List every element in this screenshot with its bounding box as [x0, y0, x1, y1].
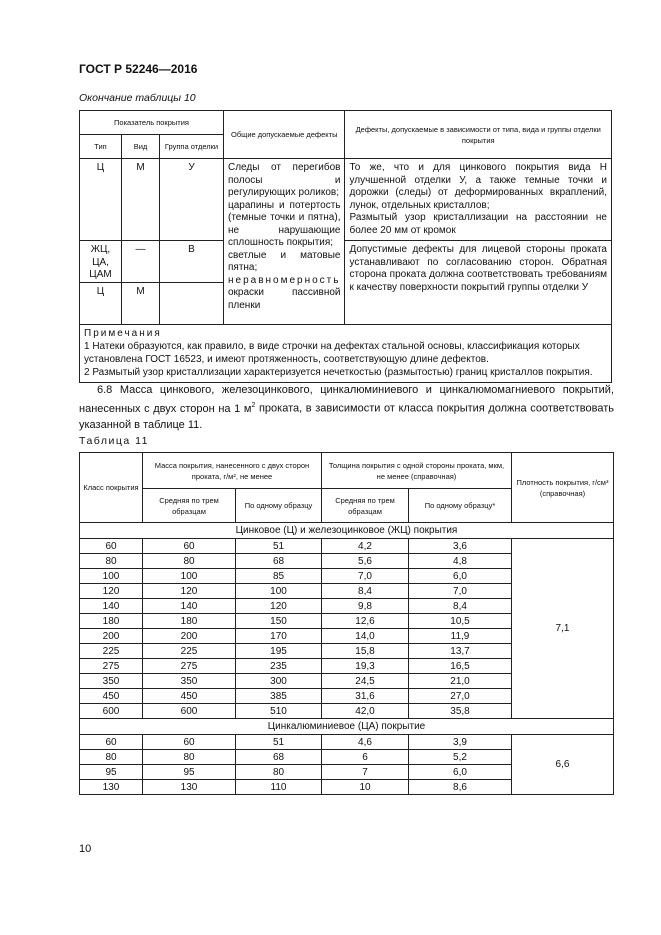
zinc-cell: 14,0	[322, 629, 409, 644]
table10-caption: Окончание таблицы 10	[79, 92, 196, 104]
zinc-cell: 275	[143, 659, 236, 674]
page-number: 10	[79, 843, 92, 855]
zinc-cell: 31,6	[322, 689, 409, 704]
row3-type: Ц	[80, 283, 122, 325]
header-thick-avg: Средняя по трем образцам	[322, 489, 409, 523]
zinc-cell: 21,0	[409, 674, 512, 689]
zinc-cell: 27,0	[409, 689, 512, 704]
row1-group: У	[160, 159, 224, 241]
note-1: 1 Натеки образуются, как правило, в виде строчки на дефектах стальной основы, классификация которых установлена ГОСТ 16523, и имеют протяженность, соответствующую длине дефектов.	[84, 341, 580, 365]
zinc-cell: 4,8	[409, 554, 512, 569]
section-zinc: Цинковое (Ц) и железоцинковое (ЖЦ) покрытия	[80, 523, 614, 539]
zinc-cell: 7,0	[322, 569, 409, 584]
table-11	[79, 452, 614, 795]
common-defect-1: Следы от перегибов полосы и регулирующих роликов;	[228, 162, 341, 198]
row2-group: В	[160, 241, 224, 283]
allowed-defects-1	[345, 159, 612, 241]
common-defects-cell	[224, 159, 345, 325]
zinc-aluminium-cell: 130	[80, 780, 143, 795]
zinc-cell: 140	[143, 599, 236, 614]
zinc-aluminium-cell: 110	[236, 780, 322, 795]
standard-header: ГОСТ Р 52246—2016	[79, 62, 198, 76]
header-type: Тип	[80, 135, 122, 159]
common-defect-2: царапины и потертость (темные точки и пятна), не нарушающие сплошность покрытия;	[228, 199, 341, 248]
section-zinc-aluminium: Цинкалюминиевое (ЦА) покрытие	[80, 719, 614, 735]
zinc-cell: 195	[236, 644, 322, 659]
zinc-cell: 385	[236, 689, 322, 704]
zinc-aluminium-cell: 60	[80, 735, 143, 750]
zinc-cell: 100	[236, 584, 322, 599]
header-indicator: Показатель покрытия	[80, 111, 224, 135]
zinc-aluminium-cell: 60	[143, 735, 236, 750]
allowed-defects-1-text: То же, что и для цинкового покрытия вида Н улучшенной отделки У, а также темные точки и дорожки (следы) от деформированных вкраплений, лунок, отдельных кристаллов;	[349, 162, 607, 211]
zinc-cell: 68	[236, 554, 322, 569]
zinc-rows	[80, 539, 614, 719]
zinc-cell: 100	[80, 569, 143, 584]
zinc-cell: 350	[143, 674, 236, 689]
row3-kind: М	[122, 283, 160, 325]
paragraph-sup: 2	[251, 402, 256, 409]
zinc-aluminium-rows	[80, 735, 614, 795]
zinc-cell: 8,4	[409, 599, 512, 614]
zinc-cell: 350	[80, 674, 143, 689]
zinc-cell: 42,0	[322, 704, 409, 719]
zinc-cell: 15,8	[322, 644, 409, 659]
zinc-cell: 200	[143, 629, 236, 644]
zinc-cell: 450	[80, 689, 143, 704]
zinc-cell: 300	[236, 674, 322, 689]
zinc-aluminium-cell: 95	[80, 765, 143, 780]
row3-group	[160, 283, 224, 325]
table-10	[79, 110, 612, 383]
allowed-defects-2: Допустимые дефекты для лицевой стороны проката устанавливают по согласованию сторон. Обратная сторона проката должна соответствовать требованиям к качеству поверхности покрытий группы отделки У	[345, 241, 612, 325]
zinc-cell: 16,5	[409, 659, 512, 674]
zinc-cell: 10,5	[409, 614, 512, 629]
header-mass-avg: Средняя по трем образцам	[143, 489, 236, 523]
row1-kind: М	[122, 159, 160, 241]
row1-type: Ц	[80, 159, 122, 241]
zinc-density: 7,1	[512, 539, 614, 719]
header-mass: Масса покрытия, нанесенного с двух сторон проката, г/м², не менее	[143, 453, 322, 489]
zinc-aluminium-cell: 8,6	[409, 780, 512, 795]
notes-title: Примечания	[84, 328, 162, 339]
common-defect-3: светлые и матовые пятна;	[228, 249, 341, 273]
zinc-cell: 600	[80, 704, 143, 719]
zinc-cell: 13,7	[409, 644, 512, 659]
zinc-cell: 225	[80, 644, 143, 659]
zinc-cell: 9,8	[322, 599, 409, 614]
zinc-cell: 275	[80, 659, 143, 674]
paragraph-start: 6.8 Масса цинкового, железоцинкового, цинкалюминиевого и цинкалюмомагниевого покрытий, нанесенных с двух сторон на 1 м	[79, 384, 614, 415]
zinc-cell: 7,0	[409, 584, 512, 599]
table11-caption: Таблица 11	[79, 435, 149, 447]
zinc-cell: 85	[236, 569, 322, 584]
common-defect-4-tail: окраски пассивной пленки	[228, 287, 341, 311]
zinc-cell: 51	[236, 539, 322, 554]
zinc-cell: 11,9	[409, 629, 512, 644]
zinc-cell: 100	[143, 569, 236, 584]
zinc-aluminium-cell: 10	[322, 780, 409, 795]
table10-notes	[80, 325, 612, 383]
zinc-cell: 150	[236, 614, 322, 629]
zinc-aluminium-density: 6,6	[512, 735, 614, 795]
zinc-cell: 600	[143, 704, 236, 719]
table-row	[80, 539, 614, 554]
zinc-aluminium-cell: 6,0	[409, 765, 512, 780]
table-row	[80, 735, 614, 750]
zinc-aluminium-cell: 80	[236, 765, 322, 780]
header-common-defects: Общие допускаемые дефекты	[224, 111, 345, 159]
zinc-aluminium-cell: 80	[143, 750, 236, 765]
header-thick-single: По одному образцу*	[409, 489, 512, 523]
header-kind: Вид	[122, 135, 160, 159]
header-density: Плотность покрытия, г/см³ (справочная)	[512, 453, 614, 523]
note-2: 2 Размытый узор кристаллизации характеризуется нечеткостью (размытостью) границ кристаллов покрытия.	[84, 367, 593, 378]
row2-type: ЖЦ, ЦА, ЦАМ	[80, 241, 122, 283]
zinc-aluminium-cell: 130	[143, 780, 236, 795]
zinc-aluminium-cell: 51	[236, 735, 322, 750]
zinc-cell: 450	[143, 689, 236, 704]
zinc-cell: 510	[236, 704, 322, 719]
zinc-cell: 140	[80, 599, 143, 614]
zinc-cell: 180	[80, 614, 143, 629]
allowed-defects-1b-text: Размытый узор кристаллизации на расстоянии не более 20 мм от кромок	[349, 212, 607, 236]
zinc-cell: 120	[143, 584, 236, 599]
zinc-cell: 170	[236, 629, 322, 644]
zinc-aluminium-cell: 5,2	[409, 750, 512, 765]
header-allowed-defects: Дефекты, допускаемые в зависимости от типа, вида и группы отделки покрытия	[345, 111, 612, 159]
zinc-cell: 80	[143, 554, 236, 569]
zinc-cell: 180	[143, 614, 236, 629]
zinc-cell: 80	[80, 554, 143, 569]
zinc-cell: 200	[80, 629, 143, 644]
zinc-cell: 8,4	[322, 584, 409, 599]
zinc-aluminium-cell: 3,9	[409, 735, 512, 750]
zinc-cell: 120	[236, 599, 322, 614]
header-class: Класс покрытия	[80, 453, 143, 523]
zinc-cell: 19,3	[322, 659, 409, 674]
zinc-cell: 60	[80, 539, 143, 554]
zinc-cell: 6,0	[409, 569, 512, 584]
zinc-aluminium-cell: 68	[236, 750, 322, 765]
zinc-aluminium-cell: 80	[80, 750, 143, 765]
zinc-cell: 12,6	[322, 614, 409, 629]
zinc-cell: 3,6	[409, 539, 512, 554]
zinc-cell: 5,6	[322, 554, 409, 569]
zinc-cell: 24,5	[322, 674, 409, 689]
header-group: Группа отделки	[160, 135, 224, 159]
zinc-cell: 225	[143, 644, 236, 659]
zinc-cell: 4,2	[322, 539, 409, 554]
zinc-cell: 35,8	[409, 704, 512, 719]
paragraph-6-8	[79, 382, 614, 433]
row2-kind: —	[122, 241, 160, 283]
paragraph-end: проката, в зависимости от класса покрытия должна соответствовать указанной в таблице 11.	[79, 402, 614, 431]
zinc-aluminium-cell: 7	[322, 765, 409, 780]
header-mass-single: По одному образцу	[236, 489, 322, 523]
zinc-aluminium-cell: 4,6	[322, 735, 409, 750]
header-thickness: Толщина покрытия с одной стороны проката, мкм, не менее (справочная)	[322, 453, 512, 489]
common-defect-4-spaced: неравномерность	[228, 274, 341, 286]
zinc-cell: 60	[143, 539, 236, 554]
zinc-aluminium-cell: 6	[322, 750, 409, 765]
zinc-cell: 120	[80, 584, 143, 599]
zinc-aluminium-cell: 95	[143, 765, 236, 780]
zinc-cell: 235	[236, 659, 322, 674]
